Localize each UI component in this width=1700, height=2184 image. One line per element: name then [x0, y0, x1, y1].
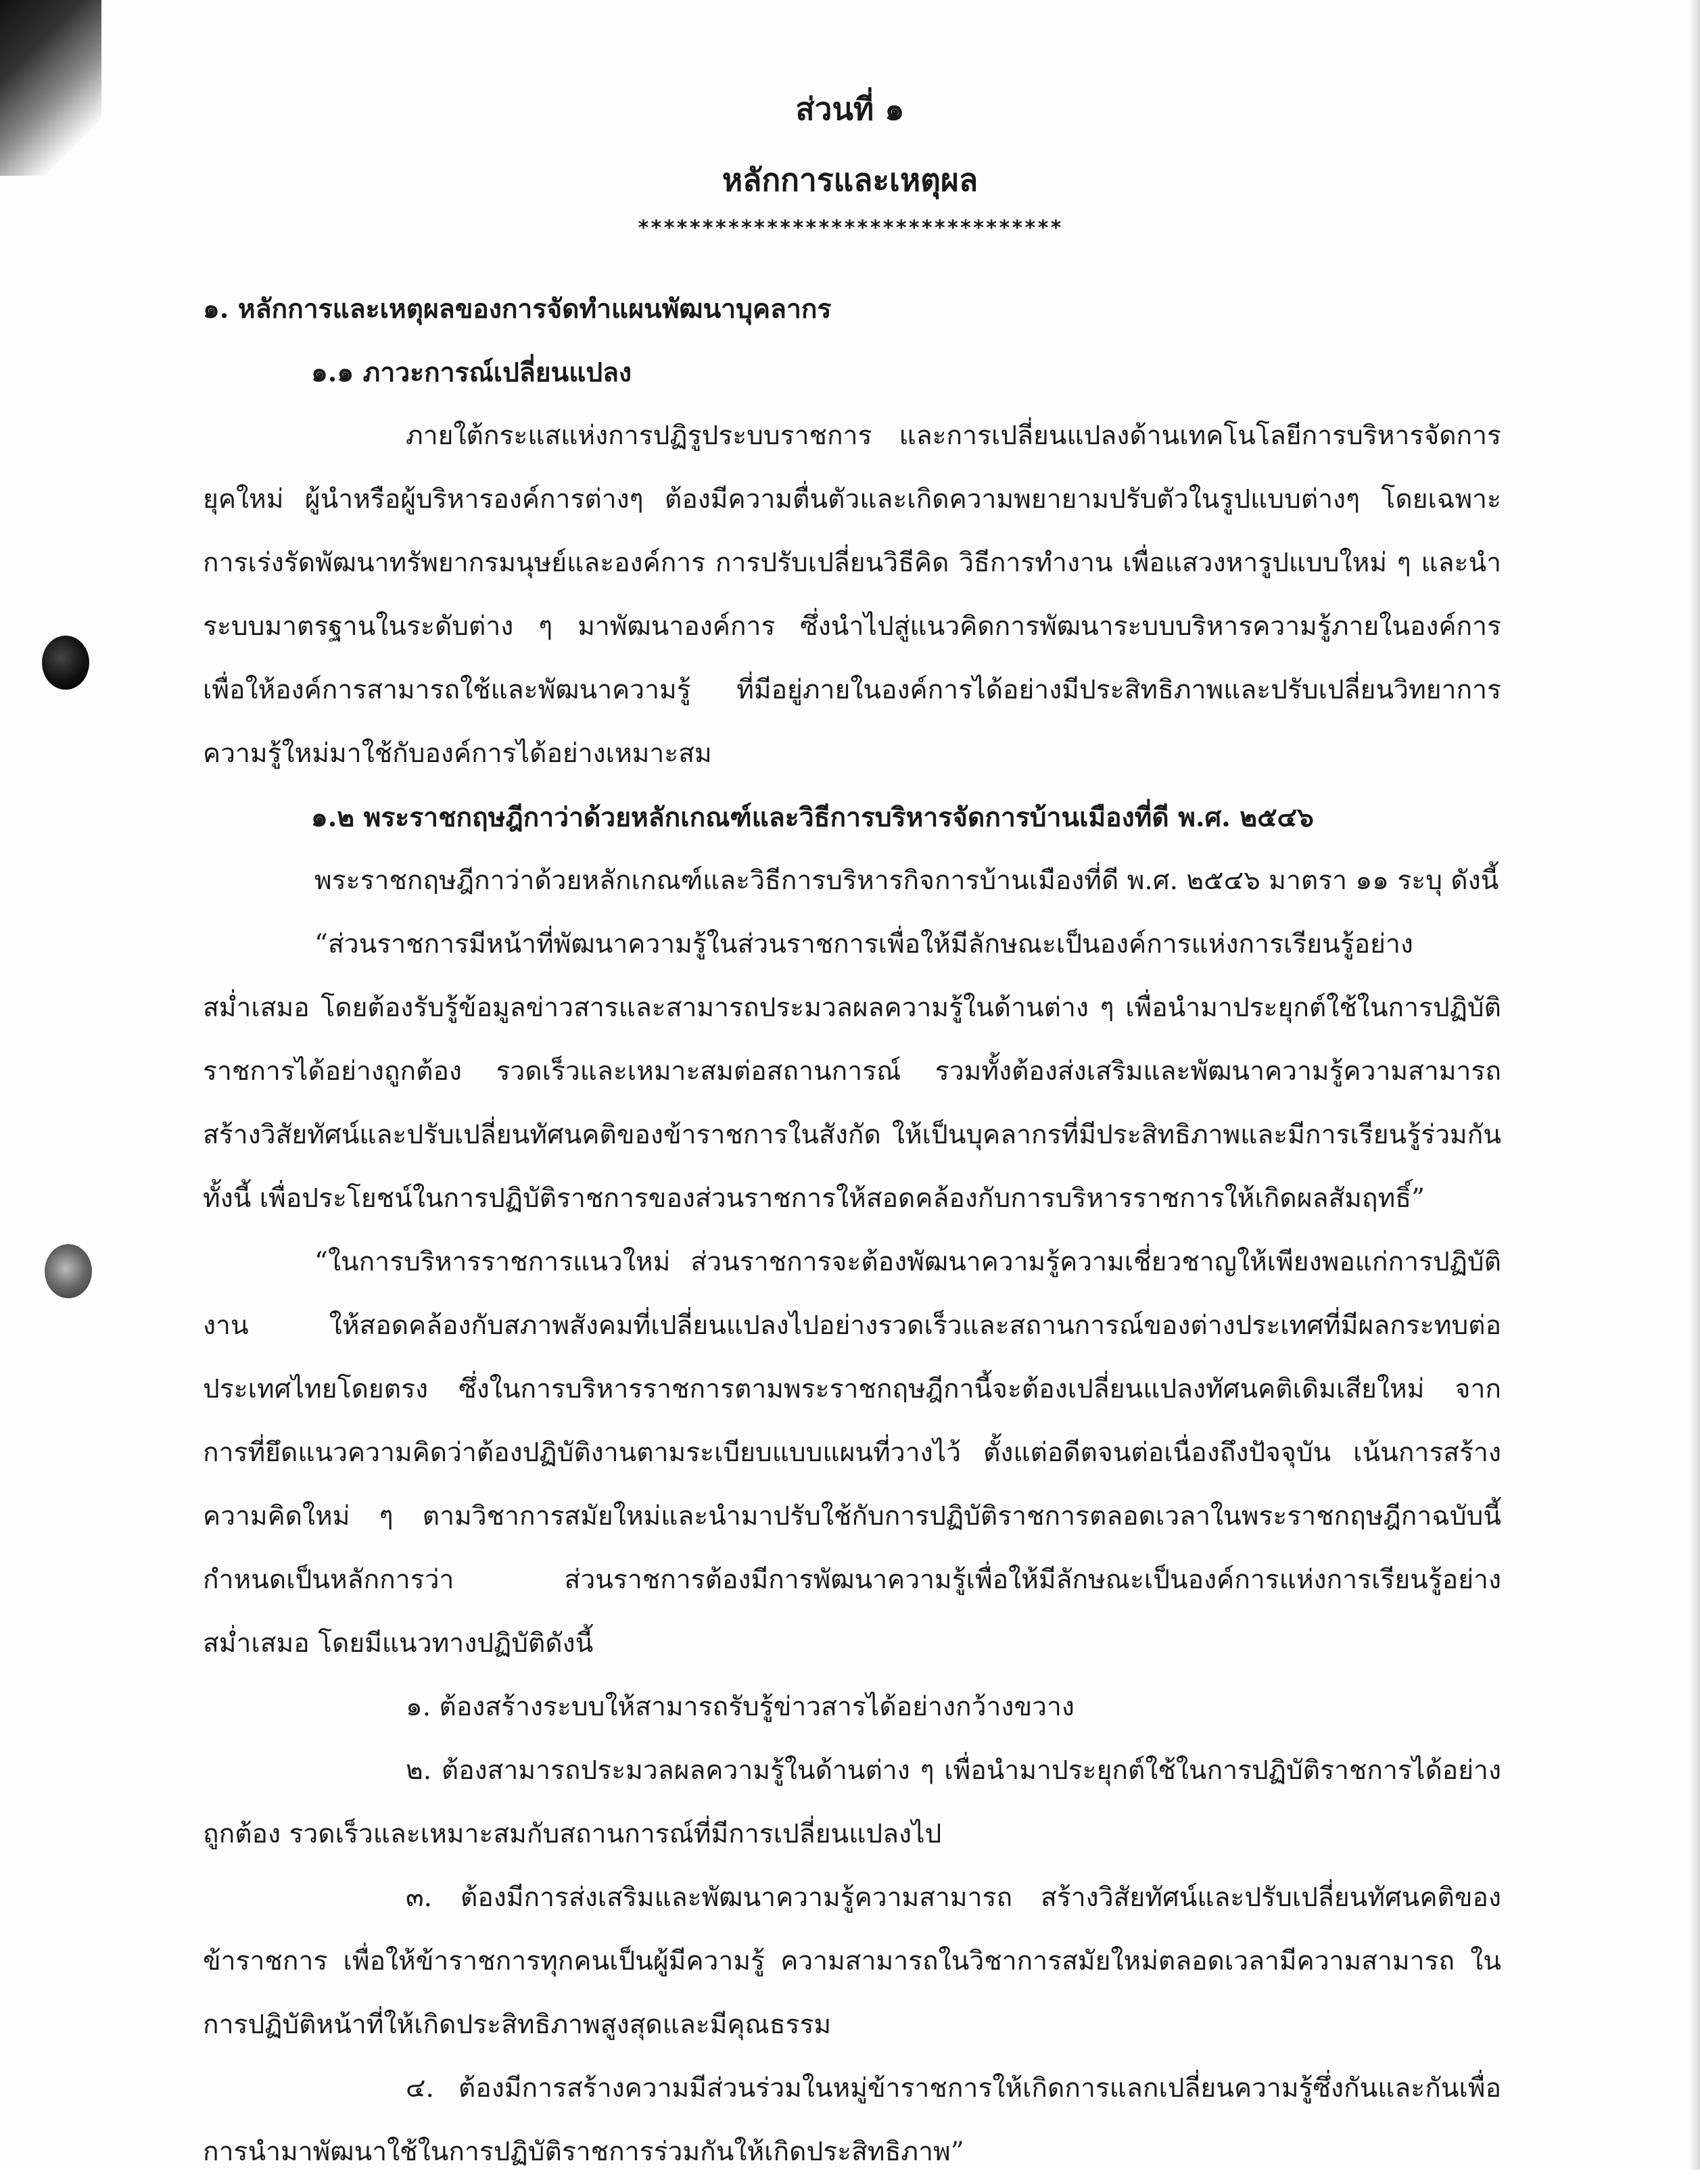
quote-paragraph: “ในการบริหารราชการแนวใหม่ ส่วนราชการจะต้องพัฒนาความรู้ความเชี่ยวชาญให้เพียงพอแก่การปฏิบัติงาน ให้สอดคล้องกับสภาพสังคมที่เปลี่ยนแปลงไปอย่างรวดเร็วและสถานการณ์ของต่างประเทศที่มีผลกระทบต่อประเทศไทยโดยตรง ซึ่งในการบริหารราชการตามพระราชกฤษฎีกานี้จะต้องเปลี่ยนแปลงทัศนคติเดิมเสียใหม่ จากการที่ยึดแนวความคิดว่าต้องปฏิบัติงานตามระเบียบแบบแผนที่วางไว้ ตั้งแต่อดีตจนต่อเนื่องถึงปัจจุบัน เน้นการสร้างความคิดใหม่ ๆ ตามวิชาการสมัยใหม่และนำมาปรับใช้กับการปฏิบัติราชการตลอดเวลาในพระราชกฤษฎีกาฉบับนี้กำหนดเป็นหลักการว่า ส่วนราชการต้องมีการพัฒนาความรู้เพื่อให้มีลักษณะเป็นองค์การแห่งการเรียนรู้อย่างสม่ำเสมอ โดยมีแนวทางปฏิบัติดังนี้	[203, 1247, 1501, 1659]
subsection-heading: ๑.๒ พระราชกฤษฎีกาว่าด้วยหลักเกณฑ์และวิธีการบริหารจัดการบ้านเมืองที่ดี พ.ศ. ๒๕๔๖	[311, 802, 1314, 833]
punch-hole	[42, 636, 89, 690]
document-body	[203, 277, 1501, 2184]
list-item: ๔. ต้องมีการสร้างความมีส่วนร่วมในหมู่ข้าราชการให้เกิดการแลกเปลี่ยนความรู้ซึ่งกันและกันเพื่อการนำมาพัฒนาใช้ในการปฏิบัติราชการร่วมกันให้เกิดประสิทธิภาพ”	[203, 2073, 1501, 2167]
section-heading: ๑. หลักการและเหตุผลของการจัดทำแผนพัฒนาบุคลากร	[203, 293, 832, 325]
scan-edge-shadow	[1689, 0, 1700, 2170]
subsection-heading: ๑.๑ ภาวะการณ์เปลี่ยนแปลง	[311, 357, 632, 388]
punch-hole	[45, 1244, 92, 1298]
page-title: หลักการและเหตุผล	[722, 162, 978, 198]
part-number: ส่วนที่ ๑	[795, 91, 905, 127]
list-item: ๑. ต้องสร้างระบบให้สามารถรับรู้ข่าวสารได้อย่างกว้างขวาง	[406, 1692, 1075, 1722]
paragraph: พระราชกฤษฎีกาว่าด้วยหลักเกณฑ์และวิธีการบริหารกิจการบ้านเมืองที่ดี พ.ศ. ๒๕๔๖ มาตรา ๑๑ ระบุ ดังนี้	[314, 865, 1499, 896]
quote-paragraph: “ส่วนราชการมีหน้าที่พัฒนาความรู้ในส่วนราชการเพื่อให้มีลักษณะเป็นองค์การแห่งการเรียนรู้อย่างสม่ำเสมอ โดยต้องรับรู้ข้อมูลข่าวสารและสามารถประมวลผลความรู้ในด้านต่าง ๆ เพื่อนำมาประยุกต์ใช้ในการปฏิบัติราชการได้อย่างถูกต้อง รวดเร็วและเหมาะสมต่อสถานการณ์ รวมทั้งต้องส่งเสริมและพัฒนาความรู้ความสามารถ สร้างวิสัยทัศน์และปรับเปลี่ยนทัศนคติของข้าราชการในสังกัด ให้เป็นบุคลากรที่มีประสิทธิภาพและมีการเรียนรู้ร่วมกัน ทั้งนี้ เพื่อประโยชน์ในการปฏิบัติราชการของส่วนราชการให้สอดคล้องกับการบริหารราชการให้เกิดผลสัมฤทธิ์”	[203, 929, 1501, 1214]
list-item: ๒. ต้องสามารถประมวลผลความรู้ในด้านต่าง ๆ เพื่อนำมาประยุกต์ใช้ในการปฏิบัติราชการได้อย่างถูกต้อง รวดเร็วและเหมาะสมกับสถานการณ์ที่มีการเปลี่ยนแปลงไป	[203, 1755, 1501, 1849]
list-item: ๓. ต้องมีการส่งเสริมและพัฒนาความรู้ความสามารถ สร้างวิสัยทัศน์และปรับเปลี่ยนทัศนคติของข้าราชการ เพื่อให้ข้าราชการทุกคนเป็นผู้มีความรู้ ความสามารถในวิชาการสมัยใหม่ตลอดเวลามีความสามารถ ในการปฏิบัติหน้าที่ให้เกิดประสิทธิภาพสูงสุดและมีคุณธรรม	[203, 1882, 1501, 2040]
paragraph: ภายใต้กระแสแห่งการปฏิรูประบบราชการ และการเปลี่ยนแปลงด้านเทคโนโลยีการบริหารจัดการยุคใหม่ ผู้นำหรือผู้บริหารองค์การต่างๆ ต้องมีความตื่นตัวและเกิดความพยายามปรับตัวในรูปแบบต่างๆ โดยเฉพาะการเร่งรัดพัฒนาทรัพยากรมนุษย์และองค์การ การปรับเปลี่ยนวิธีคิด วิธีการทำงาน เพื่อแสวงหารูปแบบใหม่ ๆ และนำระบบมาตรฐานในระดับต่าง ๆ มาพัฒนาองค์การ ซึ่งนำไปสู่แนวคิดการพัฒนาระบบบริหารความรู้ภายในองค์การ เพื่อให้องค์การสามารถใช้และพัฒนาความรู้ ที่มีอยู่ภายในองค์การได้อย่างมีประสิทธิภาพและปรับเปลี่ยนวิทยาการความรู้ใหม่มาใช้กับองค์การได้อย่างเหมาะสม	[203, 421, 1501, 769]
divider-stars: *********************************	[637, 216, 1063, 240]
